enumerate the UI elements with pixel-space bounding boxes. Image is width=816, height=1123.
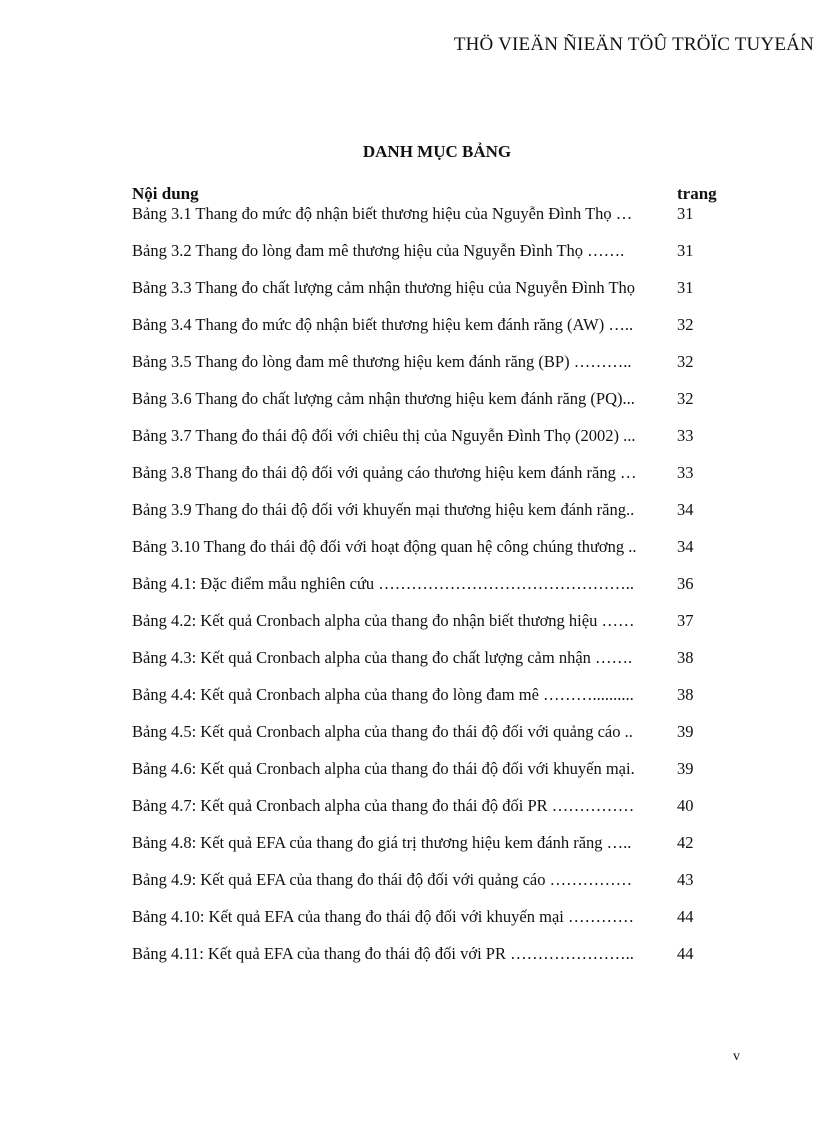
toc-entry[interactable] [132,425,732,462]
toc-entry-page: 38 [677,648,694,667]
toc-entry[interactable] [132,314,732,351]
toc-entry-title: Bảng 4.3: Kết quả Cronbach alpha của thang đo chất lượng cảm nhận ……. [132,648,633,667]
toc-entry-title: Bảng 4.1: Đặc điểm mẫu nghiên cứu ……………………………………….. [132,574,635,593]
toc-entry[interactable] [132,610,732,647]
toc-entry[interactable] [132,499,732,536]
toc-entry[interactable] [132,943,732,980]
toc-entry-page: 39 [677,722,694,741]
toc-entry-page: 32 [677,352,694,371]
toc-entry-title: Bảng 3.5 Thang đo lòng đam mê thương hiệu kem đánh răng (BP) ……….. [132,352,632,371]
toc-entry-page: 32 [677,389,694,408]
library-header-title: THÖ VIEÄN ÑIEÄN TÖÛ TRÖÏC TUYEÁN [453,34,814,55]
content-column-header: Nội dung [132,184,199,203]
toc-entry-title: Bảng 4.5: Kết quả Cronbach alpha của thang đo thái độ đối với quảng cáo .. [132,722,633,741]
toc-entry-title: Bảng 4.10: Kết quả EFA của thang đo thái độ đối với khuyến mại ………… [132,907,634,926]
toc-entry-page: 34 [677,537,694,556]
toc-entry[interactable] [132,869,732,906]
toc-entry-page: 36 [677,574,694,593]
toc-entry-page: 34 [677,500,694,519]
toc-entry-page: 33 [677,463,694,482]
toc-entry[interactable] [132,536,732,573]
page-title: DANH MỤC BẢNG [362,142,512,161]
toc-entry[interactable] [132,573,732,610]
toc-entry-title: Bảng 3.10 Thang đo thái độ đối với hoạt động quan hệ công chúng thương .. [132,537,637,556]
toc-entry-title: Bảng 3.6 Thang đo chất lượng cảm nhận thương hiệu kem đánh răng (PQ)... [132,389,635,408]
toc-entry-title: Bảng 3.3 Thang đo chất lượng cảm nhận thương hiệu của Nguyễn Đình Thọ [132,278,636,297]
toc-entry-title: Bảng 3.9 Thang đo thái độ đối với khuyến mại thương hiệu kem đánh răng.. [132,500,635,519]
toc-entry-page: 39 [677,759,694,778]
toc-entry-title: Bảng 3.7 Thang đo thái độ đối với chiêu thị của Nguyễn Đình Thọ (2002) ... [132,426,636,445]
toc-entry-title: Bảng 3.4 Thang đo mức độ nhận biết thương hiệu kem đánh răng (AW) ….. [132,315,634,334]
toc-entry-title: Bảng 4.11: Kết quả EFA của thang đo thái độ đối với PR ………………….. [132,944,634,963]
toc-entry[interactable] [132,758,732,795]
toc-entry-title: Bảng 3.1 Thang đo mức độ nhận biết thương hiệu của Nguyễn Đình Thọ … [132,204,633,223]
page-number: v [733,1049,740,1064]
toc-entry-title: Bảng 4.4: Kết quả Cronbach alpha của thang đo lòng đam mê ……….......... [132,685,634,704]
toc-entry[interactable] [132,906,732,943]
toc-entry-page: 40 [677,796,694,815]
toc-entry-title: Bảng 4.7: Kết quả Cronbach alpha của thang đo thái độ đối PR …………… [132,796,635,815]
toc-entry-title: Bảng 4.8: Kết quả EFA của thang đo giá trị thương hiệu kem đánh răng ….. [132,833,632,852]
toc-entry-page: 44 [677,944,694,963]
toc-entry[interactable] [132,277,732,314]
toc-entry-title: Bảng 3.8 Thang đo thái độ đối với quảng cáo thương hiệu kem đánh răng … [132,463,637,482]
toc-entry[interactable] [132,647,732,684]
toc-entry-page: 42 [677,833,694,852]
page-column-header: trang [677,184,717,203]
toc-entry[interactable] [132,795,732,832]
toc-entry-page: 31 [677,278,694,297]
toc-entry[interactable] [132,684,732,721]
toc-entry[interactable] [132,832,732,869]
toc-entry[interactable] [132,462,732,499]
toc-entry-page: 31 [677,204,694,223]
toc-entry[interactable] [132,721,732,758]
toc-entry-title: Bảng 3.2 Thang đo lòng đam mê thương hiệu của Nguyễn Đình Thọ ……. [132,241,625,260]
table-of-tables-list [132,203,732,980]
toc-entry-page: 44 [677,907,694,926]
toc-entry-title: Bảng 4.6: Kết quả Cronbach alpha của thang đo thái độ đối với khuyến mại. [132,759,635,778]
toc-entry-page: 33 [677,426,694,445]
toc-entry-page: 32 [677,315,694,334]
toc-entry-page: 31 [677,241,694,260]
toc-entry-page: 43 [677,870,694,889]
toc-entry[interactable] [132,388,732,425]
toc-entry[interactable] [132,240,732,277]
toc-entry-page: 38 [677,685,694,704]
toc-entry-title: Bảng 4.2: Kết quả Cronbach alpha của thang đo nhận biết thương hiệu …… [132,611,635,630]
toc-entry-page: 37 [677,611,694,630]
toc-entry-title: Bảng 4.9: Kết quả EFA của thang đo thái độ đối với quảng cáo …………… [132,870,633,889]
toc-entry[interactable] [132,203,732,240]
toc-entry[interactable] [132,351,732,388]
